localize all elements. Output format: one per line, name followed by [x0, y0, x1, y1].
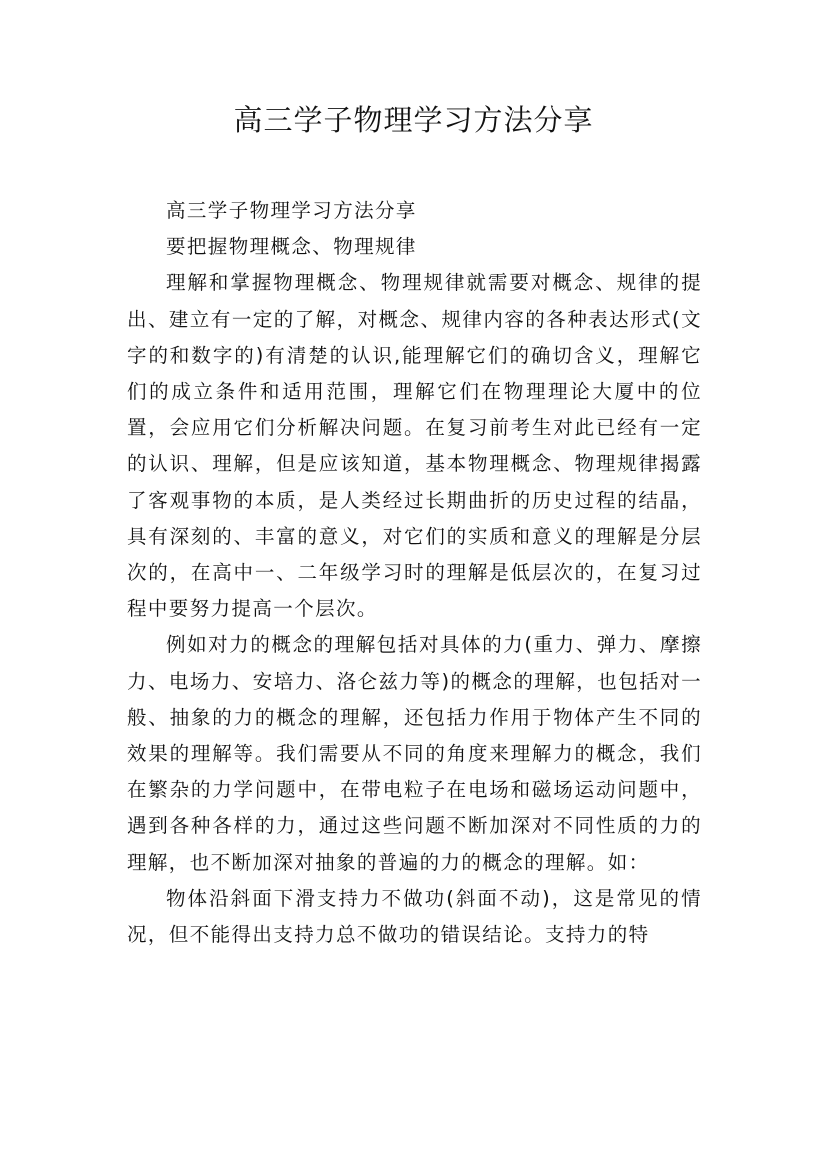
paragraph-heading: 要把握物理概念、物理规律: [166, 235, 417, 259]
paragraph-concepts: 理解和掌握物理概念、物理规律就需要对概念、规律的提出、建立有一定的了解，对概念、规律内容的各种表达形式(文字的和数字的)有清楚的认识,能理解它们的确切含义，理解它们的成立条件和适用范围，理解它们在物理理论大厦中的位置，会应用它们分析解决问题。在复习前考生对此已经有一定的认识、理解，但是应该知道，基本物理概念、物理规律揭露了客观事物的本质，是人类经过长期曲折的历史过程的结晶，具有深刻的、丰富的意义，对它们的实质和意义的理解是分层次的，在高中一、二年级学习时的理解是低层次的，在复习过程中要努力提高一个层次。: [127, 271, 702, 621]
document-title: 高三学子物理学习方法分享: [233, 103, 594, 137]
paragraph-subtitle: 高三学子物理学习方法分享: [166, 199, 417, 222]
paragraph-support-force: 物体沿斜面下滑支持力不做功(斜面不动)，这是常见的情况，但不能得出支持力总不做功的错误结论。支持力的特: [127, 886, 702, 947]
document-body: [127, 193, 702, 953]
paragraph-force-example: 例如对力的概念的理解包括对具体的力(重力、弹力、摩擦力、电场力、安培力、洛仑兹力等)的概念的理解，也包括对一般、抽象的力的概念的理解，还包括力作用于物体产生不同的效果的理解等。我们需要从不同的角度来理解力的概念，我们在繁杂的力学问题中，在带电粒子在电场和磁场运动问题中，遇到各种各样的力，通过这些问题不断加深对不同性质的力的理解，也不断加深对抽象的普遍的力的概念的理解。如：: [127, 633, 702, 874]
